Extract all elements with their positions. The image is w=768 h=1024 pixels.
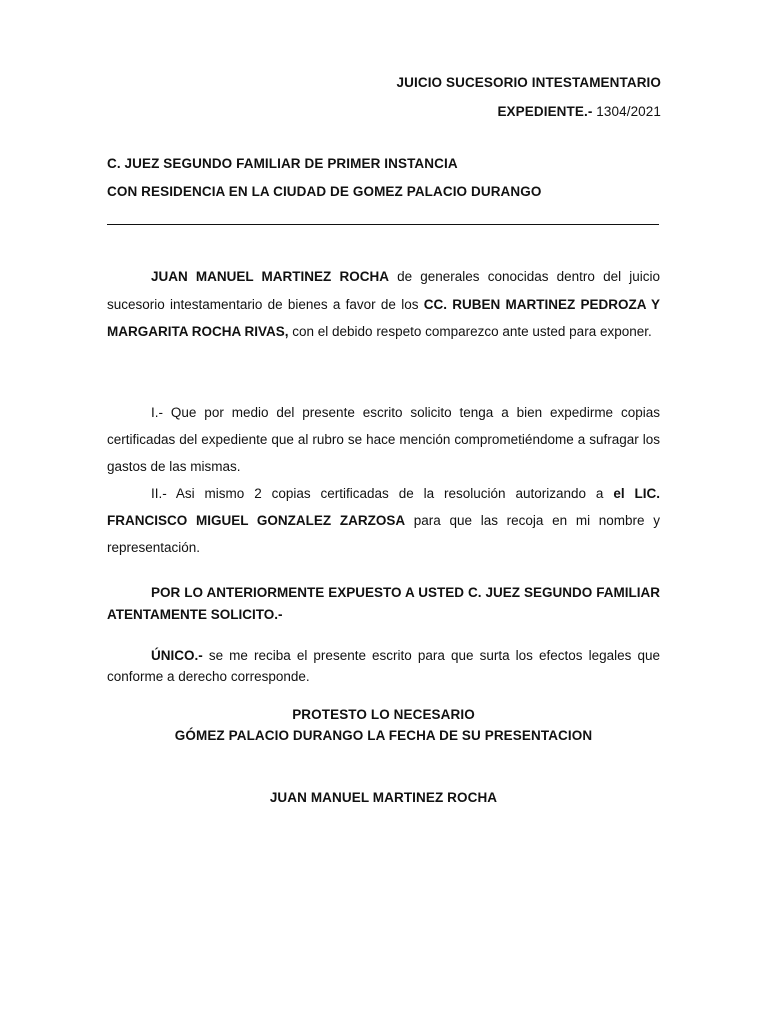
petitioner-name: JUAN MANUEL MARTINEZ ROCHA xyxy=(151,269,389,284)
unico-text: se me reciba el presente escrito para que surta los efectos legales que conforme a derecho corresponde. xyxy=(107,648,660,684)
point-two-paragraph xyxy=(107,480,660,561)
case-type-heading: JUICIO SUCESORIO INTESTAMENTARIO xyxy=(396,75,661,90)
file-number: 1304/2021 xyxy=(596,104,661,119)
intro-text-1: de generales conocidas dentro del juicio sucesorio intestamentario de bienes a favor de los xyxy=(107,269,660,312)
place-date-line: GÓMEZ PALACIO DURANGO LA FECHA DE SU PRESENTACION xyxy=(174,728,593,743)
point-two-text-2: para que las recoja en mi nombre y representación. xyxy=(107,513,660,555)
beneficiaries-names: CC. RUBEN MARTINEZ PEDROZA Y MARGARITA ROCHA RIVAS, xyxy=(107,296,660,339)
protest-line: PROTESTO LO NECESARIO xyxy=(292,707,475,722)
addressee-residence: CON RESIDENCIA EN LA CIUDAD DE GOMEZ PALACIO DURANGO xyxy=(107,184,542,199)
intro-paragraph xyxy=(107,263,660,346)
point-two-text-1: II.- Asi mismo 2 copias certificadas de la resolución autorizando a xyxy=(151,486,614,501)
file-label: EXPEDIENTE.- xyxy=(497,104,593,119)
file-number-line xyxy=(497,104,661,119)
signer-name: JUAN MANUEL MARTINEZ ROCHA xyxy=(269,790,498,805)
point-one-paragraph xyxy=(107,399,660,480)
point-one-text: I.- Que por medio del presente escrito solicito tenga a bien expedirme copias certificadas del expediente que al rubro se hace mención comprometiéndome a sufragar los gastos de las mismas. xyxy=(107,405,660,474)
separator-line xyxy=(107,224,659,225)
unico-paragraph xyxy=(107,645,660,687)
request-paragraph: POR LO ANTERIORMENTE EXPUESTO A USTED C. JUEZ SEGUNDO FAMILIAR ATENTAMENTE SOLICITO.- xyxy=(107,585,660,622)
unico-label: ÚNICO.- xyxy=(151,648,203,663)
attorney-name: el LIC. FRANCISCO MIGUEL GONZALEZ ZARZOSA xyxy=(107,486,660,528)
addressee-judge: C. JUEZ SEGUNDO FAMILIAR DE PRIMER INSTANCIA xyxy=(107,156,458,171)
intro-text-2: con el debido respeto comparezco ante usted para exponer. xyxy=(288,324,652,339)
